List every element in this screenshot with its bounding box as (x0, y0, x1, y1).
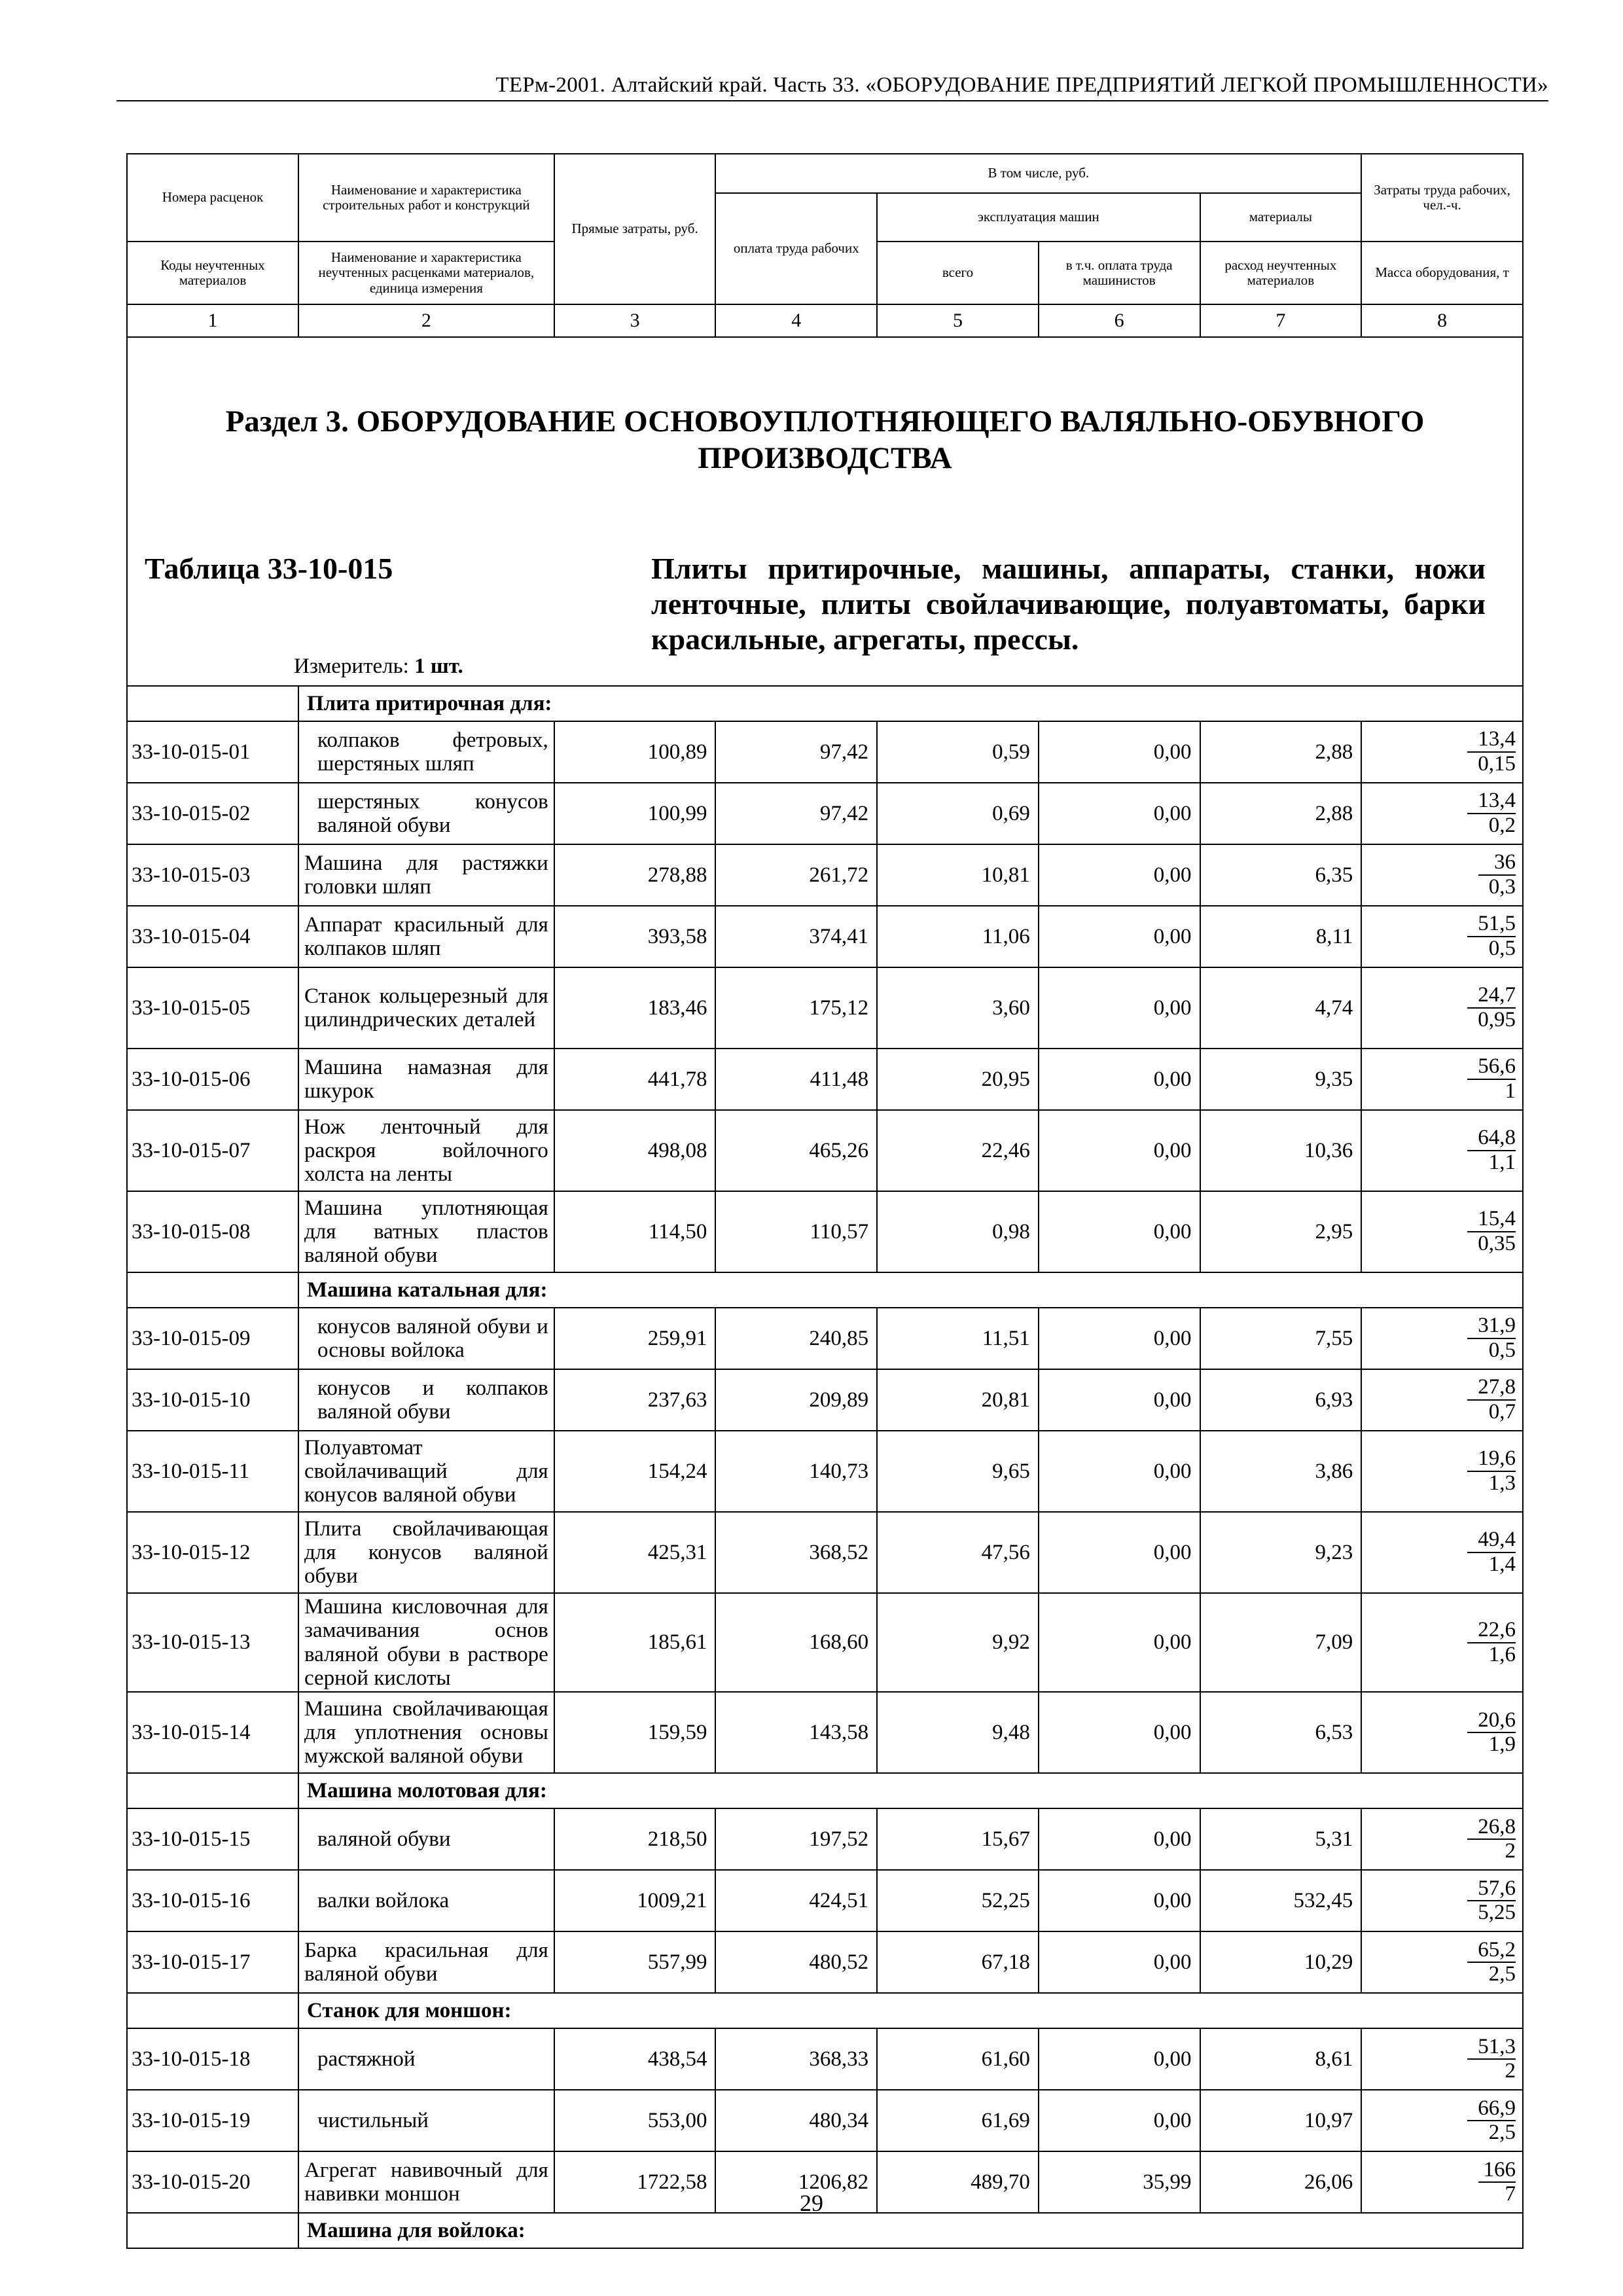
materials-cost: 9,35 (1200, 1049, 1362, 1110)
labor-hours: 57,6 (1478, 1876, 1516, 1900)
head-col5: всего (877, 242, 1039, 304)
rate-code: 33-10-015-08 (127, 1191, 298, 1272)
machine-cost: 0,98 (877, 1191, 1039, 1272)
machinist-labor-cost: 0,00 (1039, 1808, 1200, 1870)
labor-hours-mass (1361, 1870, 1523, 1931)
direct-cost: 159,59 (554, 1692, 716, 1773)
head-col6: в т.ч. оплата труда машинистов (1039, 242, 1200, 304)
work-name: конусов валяной обуви и основы войлока (298, 1308, 554, 1369)
labor-hours-mass (1361, 1308, 1523, 1369)
direct-cost: 100,99 (554, 783, 716, 844)
rate-code: 33-10-015-06 (127, 1049, 298, 1110)
labor-cost: 209,89 (715, 1369, 877, 1431)
rate-code: 33-10-015-13 (127, 1593, 298, 1692)
head-col1-top: Номера расценок (127, 154, 298, 242)
direct-cost: 237,63 (554, 1369, 716, 1431)
table-row (127, 2090, 1523, 2151)
rate-code: 33-10-015-19 (127, 2090, 298, 2151)
equipment-mass: 2 (1505, 2059, 1516, 2083)
direct-cost: 393,58 (554, 906, 716, 967)
head-machines: эксплуатация машин (877, 193, 1200, 242)
work-name: Машина кисловочная для замачивания основ валяной обуви в растворе серной кислоты (298, 1593, 554, 1692)
head-col7: расход неучтенных материалов (1200, 242, 1362, 304)
direct-cost: 557,99 (554, 1931, 716, 1993)
machine-cost: 10,81 (877, 844, 1039, 906)
work-name: Машина намазная для шкурок (298, 1049, 554, 1110)
rate-code: 33-10-015-17 (127, 1931, 298, 1993)
machine-cost: 20,81 (877, 1369, 1039, 1431)
table-row (127, 1369, 1523, 1431)
direct-cost: 114,50 (554, 1191, 716, 1272)
column-number: 5 (877, 304, 1039, 337)
labor-hours-mass (1361, 721, 1523, 783)
machinist-labor-cost: 0,00 (1039, 844, 1200, 906)
table-row (127, 1692, 1523, 1773)
machinist-labor-cost: 0,00 (1039, 1931, 1200, 1993)
materials-cost: 2,95 (1200, 1191, 1362, 1272)
column-number: 3 (554, 304, 716, 337)
work-name: конусов и колпаков валяной обуви (298, 1369, 554, 1431)
equipment-mass: 1,1 (1488, 1151, 1516, 1174)
measure-label: Измеритель: (294, 655, 409, 678)
machine-cost: 0,69 (877, 783, 1039, 844)
head-incl: В том числе, руб. (715, 154, 1361, 193)
machine-cost: 11,51 (877, 1308, 1039, 1369)
machinist-labor-cost: 0,00 (1039, 1512, 1200, 1593)
table-row (127, 2028, 1523, 2090)
equipment-mass: 5,25 (1478, 1901, 1516, 1925)
labor-cost: 465,26 (715, 1110, 877, 1191)
labor-cost: 168,60 (715, 1593, 877, 1692)
labor-hours-mass (1361, 1593, 1523, 1692)
machinist-labor-cost: 0,00 (1039, 1692, 1200, 1773)
rate-code: 33-10-015-18 (127, 2028, 298, 2090)
machine-cost: 9,92 (877, 1593, 1039, 1692)
machinist-labor-cost: 0,00 (1039, 721, 1200, 783)
rate-code: 33-10-015-07 (127, 1110, 298, 1191)
machinist-labor-cost: 0,00 (1039, 1369, 1200, 1431)
materials-cost: 7,09 (1200, 1593, 1362, 1692)
rate-code: 33-10-015-20 (127, 2151, 298, 2213)
labor-cost: 140,73 (715, 1431, 877, 1512)
table-row (127, 721, 1523, 783)
head-col8-top: Затраты труда рабочих, чел.-ч. (1361, 154, 1523, 242)
rate-code: 33-10-015-02 (127, 783, 298, 844)
labor-hours-mass (1361, 1808, 1523, 1870)
labor-hours-mass (1361, 1049, 1523, 1110)
labor-hours-mass (1361, 906, 1523, 967)
table-description: Плиты притирочные, машины, аппараты, станки, ножи ленточные, плиты свойлачивающие, полуавтоматы, барки красильные, агрегаты, прессы. (651, 552, 1486, 656)
column-number: 8 (1361, 304, 1523, 337)
column-number: 6 (1039, 304, 1200, 337)
labor-hours-mass (1361, 783, 1523, 844)
head-col3: Прямые затраты, руб. (554, 154, 716, 304)
column-number: 7 (1200, 304, 1362, 337)
materials-cost: 6,93 (1200, 1369, 1362, 1431)
direct-cost: 218,50 (554, 1808, 716, 1870)
machinist-labor-cost: 0,00 (1039, 1308, 1200, 1369)
group-row (127, 1773, 1523, 1808)
machine-cost: 9,65 (877, 1431, 1039, 1512)
labor-cost: 368,52 (715, 1512, 877, 1593)
labor-cost: 110,57 (715, 1191, 877, 1272)
work-name: валки войлока (298, 1870, 554, 1931)
equipment-mass: 1 (1505, 1079, 1516, 1103)
labor-hours: 65,2 (1478, 1937, 1516, 1962)
machine-cost: 3,60 (877, 967, 1039, 1049)
group-title: Станок для моншон: (298, 1993, 1523, 2028)
group-title: Машина для войлока: (298, 2213, 1523, 2248)
labor-hours: 13,4 (1478, 789, 1516, 813)
table-row (127, 783, 1523, 844)
direct-cost: 425,31 (554, 1512, 716, 1593)
machine-cost: 52,25 (877, 1870, 1039, 1931)
equipment-mass: 0,35 (1478, 1232, 1516, 1255)
section-title: Раздел 3. ОБОРУДОВАНИЕ ОСНОВОУПЛОТНЯЮЩЕГО ВАЛЯЛЬНО-ОБУВНОГО ПРОИЗВОДСТВА (225, 404, 1425, 476)
table-row (127, 1808, 1523, 1870)
work-name: Плита свойлачивающая для конусов валяной обуви (298, 1512, 554, 1593)
machinist-labor-cost: 0,00 (1039, 967, 1200, 1049)
page-number: 29 (800, 2190, 823, 2216)
head-materials: материалы (1200, 193, 1362, 242)
machinist-labor-cost: 0,00 (1039, 1870, 1200, 1931)
group-code-cell (127, 1272, 298, 1308)
work-name: Станок кольцерезный для цилиндрических деталей (298, 967, 554, 1049)
labor-cost: 175,12 (715, 967, 877, 1049)
equipment-mass: 0,5 (1488, 1338, 1516, 1362)
running-header: ТЕРм-2001. Алтайский край. Часть 33. «ОБОРУДОВАНИЕ ПРЕДПРИЯТИЙ ЛЕГКОЙ ПРОМЫШЛЕННОСТИ» (116, 73, 1548, 101)
head-col8-bottom: Масса оборудования, т (1361, 242, 1523, 304)
labor-cost: 374,41 (715, 906, 877, 967)
labor-hours: 66,9 (1478, 2096, 1516, 2120)
machinist-labor-cost: 0,00 (1039, 2090, 1200, 2151)
group-code-cell (127, 1773, 298, 1808)
rate-code: 33-10-015-04 (127, 906, 298, 967)
equipment-mass: 7 (1505, 2182, 1516, 2206)
direct-cost: 100,89 (554, 721, 716, 783)
machinist-labor-cost: 0,00 (1039, 1431, 1200, 1512)
labor-hours: 19,6 (1478, 1446, 1516, 1471)
rate-code: 33-10-015-03 (127, 844, 298, 906)
table-row (127, 1191, 1523, 1272)
materials-cost: 532,45 (1200, 1870, 1362, 1931)
equipment-mass: 0,15 (1478, 752, 1516, 776)
rate-code: 33-10-015-01 (127, 721, 298, 783)
group-row (127, 1272, 1523, 1308)
rate-code: 33-10-015-05 (127, 967, 298, 1049)
materials-cost: 10,36 (1200, 1110, 1362, 1191)
machinist-labor-cost: 0,00 (1039, 783, 1200, 844)
labor-cost: 240,85 (715, 1308, 877, 1369)
machine-cost: 20,95 (877, 1049, 1039, 1110)
work-name: Машина уплотняющая для ватных пластов валяной обуви (298, 1191, 554, 1272)
table-row (127, 1593, 1523, 1692)
direct-cost: 1009,21 (554, 1870, 716, 1931)
labor-cost: 97,42 (715, 721, 877, 783)
table-row (127, 906, 1523, 967)
rate-code: 33-10-015-09 (127, 1308, 298, 1369)
labor-cost: 261,72 (715, 844, 877, 906)
labor-hours-mass (1361, 1110, 1523, 1191)
labor-cost: 424,51 (715, 1870, 877, 1931)
labor-hours-mass (1361, 2028, 1523, 2090)
materials-cost: 4,74 (1200, 967, 1362, 1049)
table-row (127, 1431, 1523, 1512)
table-row (127, 1870, 1523, 1931)
group-code-cell (127, 2213, 298, 2248)
rate-code: 33-10-015-11 (127, 1431, 298, 1512)
machine-cost: 61,60 (877, 2028, 1039, 2090)
work-name: растяжной (298, 2028, 554, 2090)
equipment-mass: 1,6 (1488, 1642, 1516, 1666)
direct-cost: 441,78 (554, 1049, 716, 1110)
machine-cost: 22,46 (877, 1110, 1039, 1191)
equipment-mass: 0,95 (1478, 1008, 1516, 1031)
labor-hours: 27,8 (1478, 1375, 1516, 1399)
labor-hours-mass (1361, 1512, 1523, 1593)
group-title: Машина молотовая для: (298, 1773, 1523, 1808)
column-number: 4 (715, 304, 877, 337)
group-title: Машина катальная для: (298, 1272, 1523, 1308)
materials-cost: 5,31 (1200, 1808, 1362, 1870)
table-row (127, 967, 1523, 1049)
table-row (127, 1049, 1523, 1110)
equipment-mass: 0,5 (1488, 937, 1516, 960)
work-name: Нож ленточный для раскроя войлочного холста на ленты (298, 1110, 554, 1191)
labor-hours: 166 (1483, 2157, 1516, 2181)
direct-cost: 553,00 (554, 2090, 716, 2151)
labor-hours-mass (1361, 844, 1523, 906)
table-row (127, 1308, 1523, 1369)
machinist-labor-cost: 0,00 (1039, 906, 1200, 967)
labor-hours-mass (1361, 1931, 1523, 1993)
rate-code: 33-10-015-15 (127, 1808, 298, 1870)
measure-unit (294, 655, 463, 679)
direct-cost: 1722,58 (554, 2151, 716, 2213)
materials-cost: 10,29 (1200, 1931, 1362, 1993)
measure-value: 1 шт. (414, 655, 463, 678)
materials-cost: 8,61 (1200, 2028, 1362, 2090)
head-col1-bottom: Коды неучтенных материалов (127, 242, 298, 304)
labor-cost: 411,48 (715, 1049, 877, 1110)
labor-cost: 197,52 (715, 1808, 877, 1870)
machinist-labor-cost: 0,00 (1039, 1049, 1200, 1110)
work-name: валяной обуви (298, 1808, 554, 1870)
table-row (127, 844, 1523, 906)
labor-hours: 51,3 (1478, 2034, 1516, 2058)
labor-hours: 26,8 (1478, 1814, 1516, 1839)
machine-cost: 489,70 (877, 2151, 1039, 2213)
machine-cost: 47,56 (877, 1512, 1039, 1593)
machine-cost: 67,18 (877, 1931, 1039, 1993)
materials-cost: 3,86 (1200, 1431, 1362, 1512)
work-name: Машина для растяжки головки шляп (298, 844, 554, 906)
machine-cost: 9,48 (877, 1692, 1039, 1773)
materials-cost: 9,23 (1200, 1512, 1362, 1593)
equipment-mass: 0,2 (1488, 814, 1516, 837)
table-row (127, 1110, 1523, 1191)
head-col4: оплата труда рабочих (715, 193, 877, 304)
labor-cost: 1206,82 (715, 2151, 877, 2213)
labor-hours: 15,4 (1478, 1207, 1516, 1231)
materials-cost: 2,88 (1200, 721, 1362, 783)
column-number: 1 (127, 304, 298, 337)
machine-cost: 11,06 (877, 906, 1039, 967)
equipment-mass: 2,5 (1488, 2121, 1516, 2145)
table-label: Таблица 33-10-015 (145, 552, 393, 585)
equipment-mass: 1,9 (1488, 1732, 1516, 1757)
materials-cost: 6,35 (1200, 844, 1362, 906)
direct-cost: 154,24 (554, 1431, 716, 1512)
materials-cost: 8,11 (1200, 906, 1362, 967)
labor-cost: 97,42 (715, 783, 877, 844)
labor-hours: 56,6 (1478, 1054, 1516, 1079)
labor-cost: 480,34 (715, 2090, 877, 2151)
machinist-labor-cost: 0,00 (1039, 1593, 1200, 1692)
direct-cost: 259,91 (554, 1308, 716, 1369)
machinist-labor-cost: 35,99 (1039, 2151, 1200, 2213)
labor-hours: 22,6 (1478, 1617, 1516, 1641)
table-row (127, 1931, 1523, 1993)
equipment-mass: 2,5 (1488, 1962, 1516, 1986)
head-col2-top: Наименование и характеристика строительных работ и конструкций (298, 154, 554, 242)
equipment-mass: 1,3 (1488, 1471, 1516, 1495)
group-row (127, 1993, 1523, 2028)
work-name: чистильный (298, 2090, 554, 2151)
labor-hours: 13,4 (1478, 727, 1516, 751)
labor-hours: 64,8 (1478, 1126, 1516, 1150)
labor-cost: 368,33 (715, 2028, 877, 2090)
labor-hours-mass (1361, 1431, 1523, 1512)
rate-code: 33-10-015-10 (127, 1369, 298, 1431)
table-row (127, 1512, 1523, 1593)
group-title: Плита притирочная для: (298, 686, 1523, 721)
direct-cost: 185,61 (554, 1593, 716, 1692)
rate-code: 33-10-015-12 (127, 1512, 298, 1593)
direct-cost: 278,88 (554, 844, 716, 906)
group-code-cell (127, 686, 298, 721)
machine-cost: 15,67 (877, 1808, 1039, 1870)
materials-cost: 2,88 (1200, 783, 1362, 844)
labor-hours-mass (1361, 1692, 1523, 1773)
equipment-mass: 0,7 (1488, 1400, 1516, 1424)
materials-cost: 26,06 (1200, 2151, 1362, 2213)
machinist-labor-cost: 0,00 (1039, 2028, 1200, 2090)
labor-cost: 480,52 (715, 1931, 877, 1993)
work-name: Полуавтомат свойлачиващий для конусов валяной обуви (298, 1431, 554, 1512)
rate-code: 33-10-015-14 (127, 1692, 298, 1773)
group-row (127, 686, 1523, 721)
labor-cost: 143,58 (715, 1692, 877, 1773)
direct-cost: 498,08 (554, 1110, 716, 1191)
work-name: Аппарат красильный для колпаков шляп (298, 906, 554, 967)
head-col2-bottom: Наименование и характеристика неучтенных расценками материалов, единица измерения (298, 242, 554, 304)
work-name: Машина свойлачивающая для уплотнения основы мужской валяной обуви (298, 1692, 554, 1773)
labor-hours-mass (1361, 1191, 1523, 1272)
group-code-cell (127, 1993, 298, 2028)
machinist-labor-cost: 0,00 (1039, 1191, 1200, 1272)
machinist-labor-cost: 0,00 (1039, 1110, 1200, 1191)
materials-cost: 7,55 (1200, 1308, 1362, 1369)
labor-hours: 49,4 (1478, 1528, 1516, 1552)
labor-hours: 36 (1494, 850, 1516, 874)
labor-hours-mass (1361, 967, 1523, 1049)
labor-hours: 31,9 (1478, 1314, 1516, 1338)
direct-cost: 438,54 (554, 2028, 716, 2090)
work-name: Барка красильная для валяной обуви (298, 1931, 554, 1993)
labor-hours: 51,5 (1478, 912, 1516, 936)
work-name: колпаков фетровых, шерстяных шляп (298, 721, 554, 783)
column-number: 2 (298, 304, 554, 337)
equipment-mass: 0,3 (1488, 875, 1516, 899)
machine-cost: 0,59 (877, 721, 1039, 783)
machine-cost: 61,69 (877, 2090, 1039, 2151)
work-name: шерстяных конусов валяной обуви (298, 783, 554, 844)
equipment-mass: 2 (1505, 1839, 1516, 1863)
direct-cost: 183,46 (554, 967, 716, 1049)
group-row (127, 2213, 1523, 2248)
rate-code: 33-10-015-16 (127, 1870, 298, 1931)
materials-cost: 10,97 (1200, 2090, 1362, 2151)
equipment-mass: 1,4 (1488, 1552, 1516, 1576)
work-name: Агрегат навивочный для навивки моншон (298, 2151, 554, 2213)
section-block (127, 337, 1523, 686)
rates-table (126, 153, 1524, 2249)
labor-hours: 24,7 (1478, 983, 1516, 1007)
labor-hours-mass (1361, 1369, 1523, 1431)
labor-hours-mass (1361, 2090, 1523, 2151)
labor-hours: 20,6 (1478, 1708, 1516, 1732)
materials-cost: 6,53 (1200, 1692, 1362, 1773)
